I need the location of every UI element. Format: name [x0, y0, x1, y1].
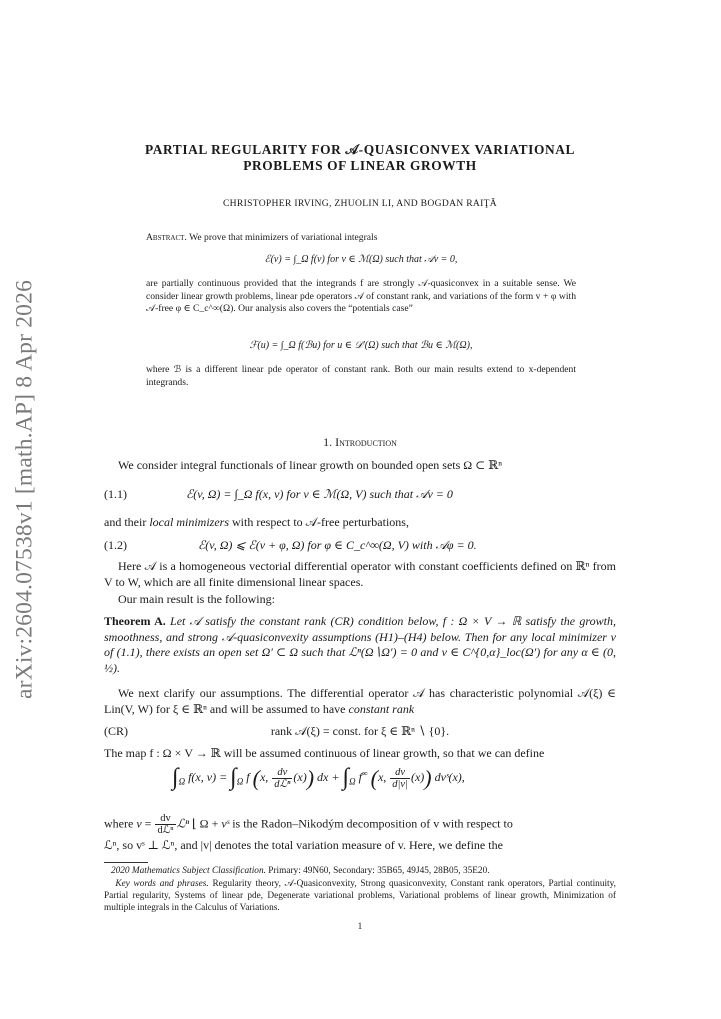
footnote-keywords [104, 879, 616, 915]
abstract-intro-text: We prove that minimizers of variational integrals [189, 232, 378, 243]
intro-paragraph-3: Here 𝒜 is a homogeneous vectorial differential operator with constant coefficients defined on ℝⁿ from V to W, which are all finite dimensional linear spaces. [104, 559, 616, 589]
msc-text: Primary: 49N60, Secondary: 35B65, 49J45, 28B05, 35E20. [268, 866, 490, 876]
p2-text-b: with respect to 𝒜-free perturbations, [232, 515, 409, 529]
p2-text-a: and their [104, 515, 147, 529]
p5-text: We next clarify our assumptions. The differential operator 𝒜 has characteristic polynomial 𝒜(ξ) ∈ Lin(V, W) for ξ ∈ ℝⁿ and will be assumed to have [104, 686, 616, 716]
theorem-text: Let 𝒜 satisfy the constant rank (CR) condition below, f : Ω × V → ℝ satisfy the growth, smoothness, and strong 𝒜-quasiconvexity assumptions (H1)–(H4) below. Then for any local minimizer v of (1.1), there exists an open set Ω′ ⊂ Ω such that ℒⁿ(Ω∖Ω′) = 0 and v ∈ C^{0,α}_loc(Ω′) for any α ∈ (0, ½). [104, 614, 616, 675]
msc-label: 2020 Mathematics Subject Classification. [110, 866, 266, 876]
decomposition-equation: $\int_\Omega$ f(x, $v) = \int_\Omega$ f (x, $\frac{dv}{\text{dℒⁿ}}$ (x)) dx + $\int_\Omega$ f∞ (x, $\frac{dv}{d|v|}$ (x)) dvˢ(x), [172, 764, 465, 791]
paper-title [104, 142, 616, 174]
p5-emphasis: constant rank [348, 701, 415, 716]
footnote-rule [104, 862, 148, 863]
arxiv-stamp: arXiv:2604.07538v1 [math.AP] 8 Apr 2026 [11, 280, 38, 700]
title-line-2: PROBLEMS OF LINEAR GROWTH [243, 158, 477, 173]
keywords-label: Key words and phrases. [115, 879, 209, 889]
section-heading: 1. Introduction [323, 435, 397, 449]
abstract-heading: Abstract. [146, 232, 187, 243]
cr-label: (CR) [104, 724, 128, 738]
keywords-text: Regularity theory, 𝒜-Quasiconvexity, Strong quasiconvexity, Constant rank operators, Partial continuity, Partial regularity, Systems of linear pde, Degenerate variational problems, Variational problems of linear growth, Minimization of multiple integrals in the Calculus of Variations. [104, 879, 617, 913]
page-number: 1 [357, 922, 363, 932]
title-line-1: PARTIAL REGULARITY FOR 𝒜-QUASICONVEX VARIATIONAL [144, 142, 576, 157]
abstract-equation-1: ℰ(v) = ∫_Ω f(v) for v ∈ ℳ(Ω) such that 𝒜v = 0, [264, 254, 458, 265]
intro-paragraph-2 [104, 515, 616, 531]
intro-paragraph-1: We consider integral functionals of linear growth on bounded open sets Ω ⊂ ℝⁿ [118, 458, 502, 472]
abstract-equation-2: ℱ(u) = ∫_Ω f(ℬu) for u ∈ 𝒟′(Ω) such that ℬu ∈ ℳ(Ω), [249, 340, 473, 351]
equation-1-1: ℰ(v, Ω) = ∫_Ω f(x, v) for v ∈ ℳ(Ω, V) such that 𝒜v = 0 [186, 487, 453, 501]
abstract-closing: where ℬ is a different linear pde operator of constant rank. Both our main results extend to x-dependent integrands. [146, 364, 576, 388]
p7-line-1-text: is the Radon–Nikodým decomposition of v with respect to [232, 816, 513, 831]
cr-equation: rank 𝒜(ξ) = const. for ξ ∈ ℝⁿ ∖ {0}. [270, 724, 450, 738]
abstract-paragraph: are partially continuous provided that the integrands f are strongly 𝒜-quasiconvex in a suitable sense. We consider linear growth problems, linear pde operators 𝒜 of constant rank, and variations of the form v + φ with 𝒜-free φ ∈ C_c^∞(Ω). Our analysis also covers the “potentials case” [146, 278, 576, 315]
intro-paragraph-7-line-1: where v = $\frac{dv}{\text{dℒⁿ}}$ ℒⁿ ⌊ Ω + vˢ is the Radon–Nikodým decomposition of v with respect to [104, 813, 513, 836]
equation-1-2-label: (1.2) [104, 538, 127, 552]
p2-emphasis: local minimizers [149, 515, 229, 529]
intro-paragraph-7-line-2: ℒⁿ, so vˢ ⊥ ℒⁿ, and |v| denotes the total variation measure of v. Here, we define the [104, 838, 503, 852]
footnote-msc [104, 866, 616, 878]
equation-1-2: ℰ(v, Ω) ⩽ ℰ(v + φ, Ω) for φ ∈ C_c^∞(Ω, V) with 𝒜φ = 0. [198, 538, 477, 552]
intro-paragraph-4: Our main result is the following: [118, 592, 275, 606]
intro-paragraph-5 [104, 686, 616, 717]
equation-1-1-label: (1.1) [104, 487, 127, 501]
theorem-a [104, 614, 616, 676]
intro-paragraph-6: The map f : Ω × V → ℝ will be assumed continuous of linear growth, so that we can define [104, 746, 545, 760]
abstract-intro [146, 232, 576, 245]
theorem-label: Theorem A. [104, 614, 166, 628]
author-list: CHRISTOPHER IRVING, ZHUOLIN LI, AND BOGDAN RAIŢĂ [222, 198, 498, 209]
